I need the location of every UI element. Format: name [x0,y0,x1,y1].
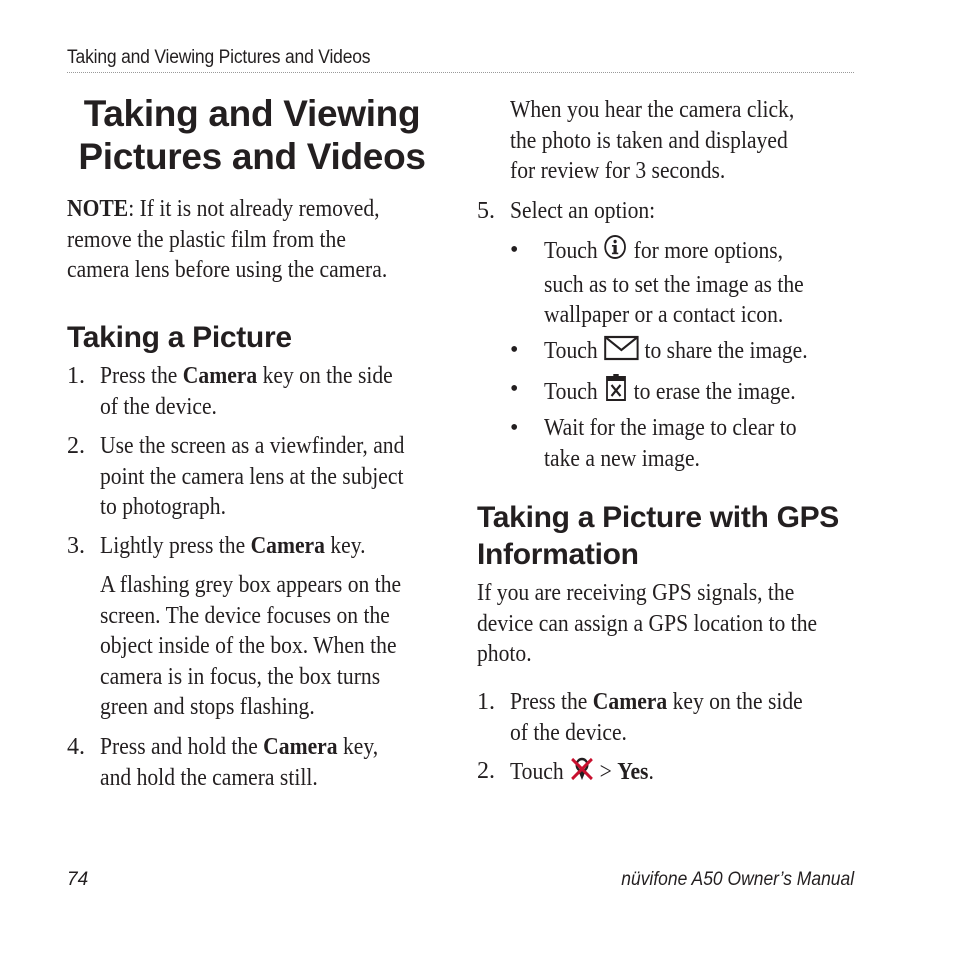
running-header: Taking and Viewing Pictures and Videos [67,47,371,68]
step-number-1: 1. [67,363,85,389]
heading-taking-a-picture: Taking a Picture [67,321,292,354]
gps-tag-icon [569,756,594,791]
yes-option-label: Yes [617,759,649,785]
camera-key-label: Camera [263,734,338,760]
step-3-text: Lightly press the Camera key. [100,533,366,559]
step-number-4: 4. [67,734,85,760]
note-label: NOTE [67,196,129,222]
note-paragraph: NOTE: If it is not already removed, remove the plastic film from the camera lens before using the camera. [67,196,388,283]
heading-taking-a-picture-with-gps: Taking a Picture with GPS Information [477,501,840,571]
step-number-3: 3. [67,533,85,559]
step-number-5: 5. [477,198,495,224]
step-3-paragraph: A flashing grey box appears on the screen. The device focuses on the object inside of the box. When the camera is in focus, the box turns green and stops flashing. [100,572,402,720]
envelope-icon [603,335,639,370]
bullet-marker: • [510,376,519,402]
gps-step-2-text: Touch > Yes. [510,756,654,791]
camera-key-label: Camera [592,689,668,715]
step-2-text: Use the screen as a viewfinder, and point the camera lens at the subject to photograph. [100,433,405,520]
camera-key-label: Camera [182,363,258,389]
page-number: 74 [67,869,89,890]
trash-icon [603,374,628,411]
bullet-1-text: Touch for more options, such as to set the image as the wallpaper or a contact icon. [544,235,804,331]
camera-key-label: Camera [250,533,325,559]
header-divider [67,72,854,73]
step-1-text: Press the Camera key on the side of the device. [100,363,393,420]
page-title [67,92,437,178]
step-4-text: Press and hold the Camera key, and hold the camera still. [100,734,379,791]
gps-step-1-text: Press the Camera key on the side of the device. [510,689,803,746]
page-title-line-1: Taking and Viewing [83,93,421,134]
gps-step-number-1: 1. [477,689,495,715]
info-icon [603,235,628,270]
step-number-2: 2. [67,433,85,459]
bullet-marker: • [510,337,519,363]
bullet-3-text: Touch to erase the image. [544,374,796,411]
bullet-4-text: Wait for the image to clear to take a new image. [544,415,797,472]
gps-intro-paragraph: If you are receiving GPS signals, the device can assign a GPS location to the photo. [477,580,818,667]
page-title-line-2: Pictures and Videos [78,136,426,177]
bullet-marker: • [510,237,519,263]
bullet-marker: • [510,415,519,441]
gps-step-number-2: 2. [477,758,495,784]
step-4-paragraph: When you hear the camera click, the photo is taken and displayed for review for 3 seconds. [510,97,795,184]
step-5-text: Select an option: [510,198,656,224]
bullet-2-text: Touch to share the image. [544,335,808,370]
manual-title: nüvifone A50 Owner’s Manual [621,869,854,890]
